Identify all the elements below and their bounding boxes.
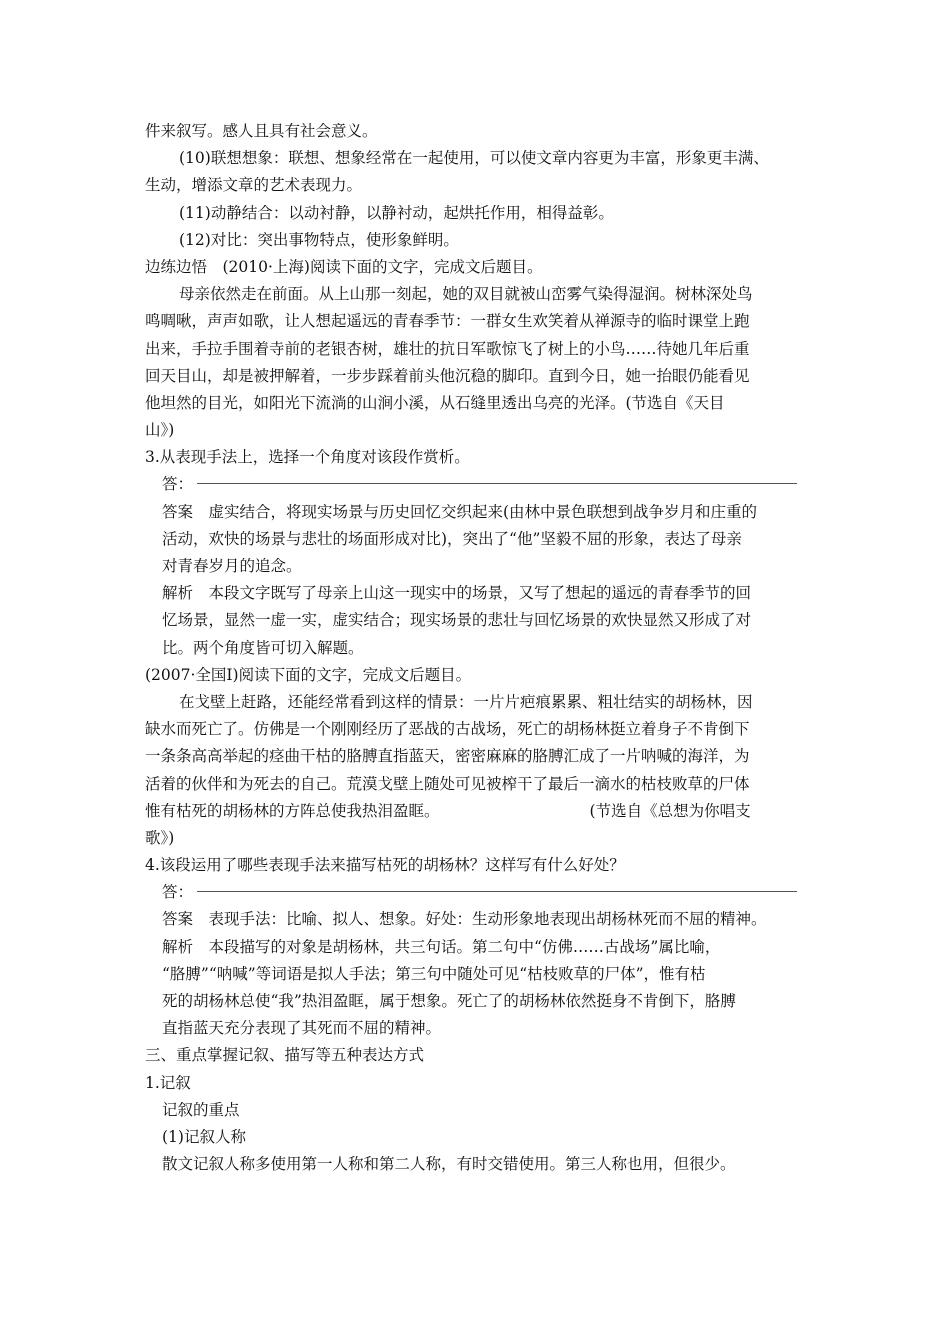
- question-3: 3.从表现手法上，选择一个角度对该段作赏析。: [145, 448, 470, 467]
- text-line: (12)对比：突出事物特点，使形象鲜明。: [179, 230, 459, 249]
- analysis-text: 直指蓝天充分表现了其死而不屈的精神。: [162, 1019, 442, 1038]
- section-heading: 三、重点掌握记叙、描写等五种表达方式: [145, 1046, 425, 1065]
- passage-line: 缺水而死亡了。仿佛是一个刚刚经历了恶战的古战场，死亡的胡杨林挺立着身子不肯倒下: [145, 720, 750, 739]
- section-heading: 边练边悟 (2010·上海)阅读下面的文字，完成文后题目。: [145, 257, 543, 276]
- passage-text: 惟有枯死的胡杨林的方阵总使我热泪盈眶。: [145, 801, 440, 820]
- answer-text: 答案 表现手法：比喻、拟人、想象。好处：生动形象地表现出胡杨林死而不屈的精神。: [162, 910, 767, 929]
- text-line: (11)动静结合：以动衬静，以静衬动，起烘托作用，相得益彰。: [179, 203, 614, 222]
- subsection-heading: 1.记叙: [145, 1073, 191, 1092]
- passage-line: 母亲依然走在前面。从上山那一刻起，她的双目就被山峦雾气染得湿润。树林深处鸟: [179, 285, 753, 304]
- answer-text: 对青春岁月的追念。: [162, 557, 302, 575]
- text-line: 散文记叙人称多使用第一人称和第二人称，有时交错使用。第三人称也用，但很少。: [162, 1155, 736, 1174]
- passage-line: 山》): [145, 421, 175, 440]
- answer-text: 活动，欢快的场景与悲壮的场面形成对比)，突出了“他”坚毅不屈的形象，表达了母亲: [162, 529, 742, 548]
- answer-blank-3[interactable]: [145, 471, 810, 498]
- passage-line: 歌》): [145, 828, 175, 847]
- text-line: 生动，增添文章的艺术表现力。: [145, 176, 363, 195]
- text-line: 件来叙写。感人且具有社会意义。: [145, 122, 378, 140]
- passage-line: 在戈壁上赶路，还能经常看到这样的情景：一片片疤痕累累、粗壮结实的胡杨林，因: [179, 692, 753, 711]
- answer-underline[interactable]: [197, 891, 797, 892]
- answer-blank-4[interactable]: [145, 879, 810, 906]
- analysis-text: “胳膊”“呐喊”等词语是拟人手法；第三句中随处可见“枯枝败草的尸体”，惟有枯: [162, 964, 706, 983]
- passage-line: 出来，手拉手围着寺前的老银杏树，雄壮的抗日军歌惊飞了树上的小鸟……待她几年后重: [145, 339, 750, 358]
- passage-line: [145, 798, 810, 825]
- analysis-text: 死的胡杨林总使“我”热泪盈眶，属于想象。死亡了的胡杨林依然挺身不肯倒下，胳膊: [162, 992, 736, 1010]
- section-heading: (2007·全国Ⅰ)阅读下面的文字，完成文后题目。: [145, 665, 472, 684]
- analysis-text: 解析 本段文字既写了母亲上山这一现实中的场景，又写了想起的遥远的青春季节的回: [162, 584, 752, 603]
- passage-line: 回天目山，却是被押解着，一步步踩着前头他沉稳的脚印。直到今日，她一抬眼仍能看见: [145, 366, 750, 385]
- question-4: 4.该段运用了哪些表现手法来描写枯死的胡杨林？这样写有什么好处？: [145, 856, 625, 875]
- text-line: 记叙的重点: [162, 1100, 240, 1119]
- passage-line: 鸣啁啾，声声如歌，让人想起遥远的青春季节：一群女生欢笑着从禅源寺的临时课堂上跑: [145, 312, 750, 331]
- answer-text: 答案 虚实结合，将现实场景与历史回忆交织起来(由林中景色联想到战争岁月和庄重的: [162, 502, 758, 521]
- text-line: (1)记叙人称: [162, 1127, 246, 1146]
- citation: (节选自《总想为你唱支: [589, 801, 751, 820]
- analysis-text: 比。两个角度皆可切入解题。: [162, 638, 364, 657]
- answer-label: 答：: [162, 475, 194, 494]
- text-line: (10)联想想象：联想、想象经常在一起使用，可以使文章内容更为丰富，形象更丰满、: [179, 149, 769, 168]
- document-page: [145, 118, 810, 1178]
- answer-label: 答：: [162, 883, 194, 902]
- answer-underline[interactable]: [197, 483, 797, 484]
- analysis-text: 解析 本段描写的对象是胡杨林，共三句话。第二句中“仿佛……古战场”属比喻，: [162, 937, 721, 956]
- passage-line: 活着的伙伴和为死去的自己。荒漠戈壁上随处可见被榨干了最后一滴水的枯枝败草的尸体: [145, 774, 750, 793]
- passage-line: 一条条高高举起的痉曲干枯的胳膊直指蓝天，密密麻麻的胳膊汇成了一片呐喊的海洋，为: [145, 747, 750, 766]
- passage-line: 他坦然的目光，如阳光下流淌的山涧小溪，从石缝里透出乌亮的光泽。(节选自《天目: [145, 393, 725, 412]
- analysis-text: 忆场景，显然一虚一实，虚实结合；现实场景的悲壮与回忆场景的欢快显然又形成了对: [162, 611, 752, 630]
